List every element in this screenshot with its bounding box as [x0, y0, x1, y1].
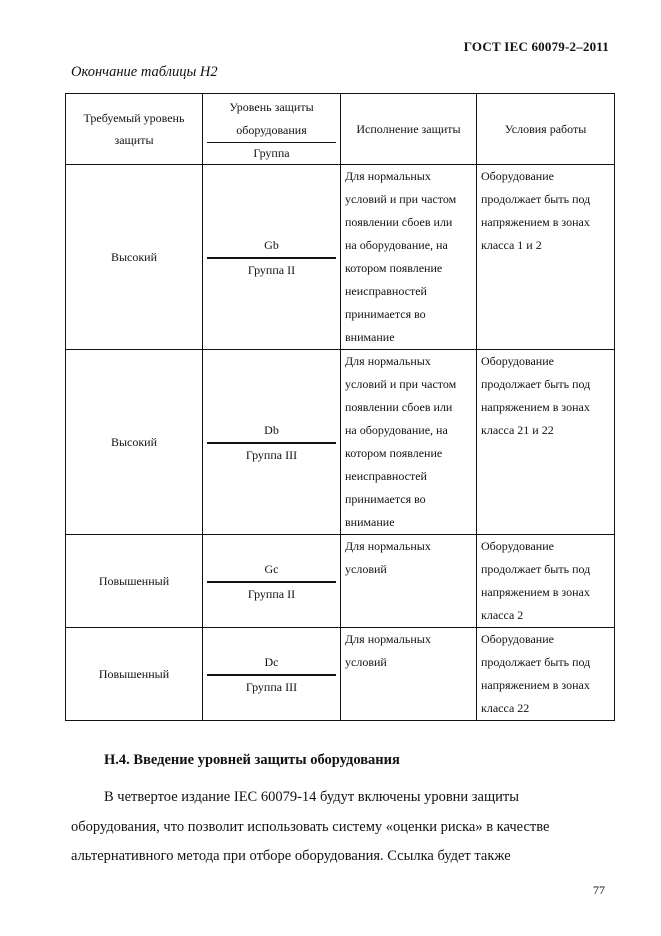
- page-number: 77: [593, 883, 605, 897]
- table-row: [66, 350, 615, 535]
- conditions-cell: Оборудование продолжает быть под напряжением в зонах класса 21 и 22: [477, 350, 615, 535]
- paragraph-line: альтернативного метода при отборе оборудования. Ссылка будет также: [71, 848, 511, 864]
- header-group: Группа: [253, 146, 290, 160]
- conditions-cell: Оборудование продолжает быть под напряжением в зонах класса 1 и 2: [477, 165, 615, 350]
- table-row: [66, 628, 615, 721]
- table-row: [66, 165, 615, 350]
- header-execution: Исполнение защиты: [341, 94, 477, 165]
- required-level-cell: Повышенный: [66, 628, 203, 721]
- execution-cell: Для нормальных условий: [341, 628, 477, 721]
- protection-level-table: [65, 93, 615, 721]
- table-header-row: [66, 94, 615, 165]
- epl-mark: Db: [264, 422, 279, 437]
- header-equipment-level: Уровень защиты оборудования Группа: [203, 94, 341, 165]
- execution-cell: Для нормальных условий и при частом появлении сбоев или на оборудование, на котором появление неисправностей принимается во внимание: [341, 165, 477, 350]
- conditions-cell: Оборудование продолжает быть под напряжением в зонах класса 22: [477, 628, 615, 721]
- equipment-level-cell: [203, 165, 341, 350]
- required-level-cell: Повышенный: [66, 535, 203, 628]
- table-caption: Окончание таблицы Н2: [71, 64, 218, 80]
- execution-cell: Для нормальных условий: [341, 535, 477, 628]
- table-row: [66, 535, 615, 628]
- required-level-cell: Высокий: [66, 165, 203, 350]
- equipment-level-cell: [203, 628, 341, 721]
- epl-mark: Gc: [264, 561, 279, 576]
- equipment-group: Группа III: [245, 447, 298, 462]
- equipment-level-cell: [203, 535, 341, 628]
- paragraph-line: оборудования, что позволит использовать систему «оценки риска» в качестве: [71, 819, 550, 835]
- execution-cell: Для нормальных условий и при частом появлении сбоев или на оборудование, на котором появление неисправностей принимается во внимание: [341, 350, 477, 535]
- section-heading: Н.4. Введение уровней защиты оборудования: [104, 752, 400, 768]
- equipment-group: Группа II: [247, 586, 296, 601]
- equipment-group: Группа III: [245, 679, 298, 694]
- conditions-cell: Оборудование продолжает быть под напряжением в зонах класса 2: [477, 535, 615, 628]
- header-conditions: Условия работы: [477, 94, 615, 165]
- epl-mark: Gb: [264, 237, 279, 252]
- standard-code: ГОСТ IEC 60079-2–2011: [463, 39, 609, 54]
- equipment-group: Группа II: [247, 262, 296, 277]
- paragraph-line: В четвертое издание IEC 60079-14 будут включены уровни защиты: [104, 789, 519, 805]
- epl-mark: Dc: [264, 654, 279, 669]
- required-level-cell: Высокий: [66, 350, 203, 535]
- equipment-level-cell: [203, 350, 341, 535]
- header-required-level: Требуемый уровень защиты: [66, 94, 203, 165]
